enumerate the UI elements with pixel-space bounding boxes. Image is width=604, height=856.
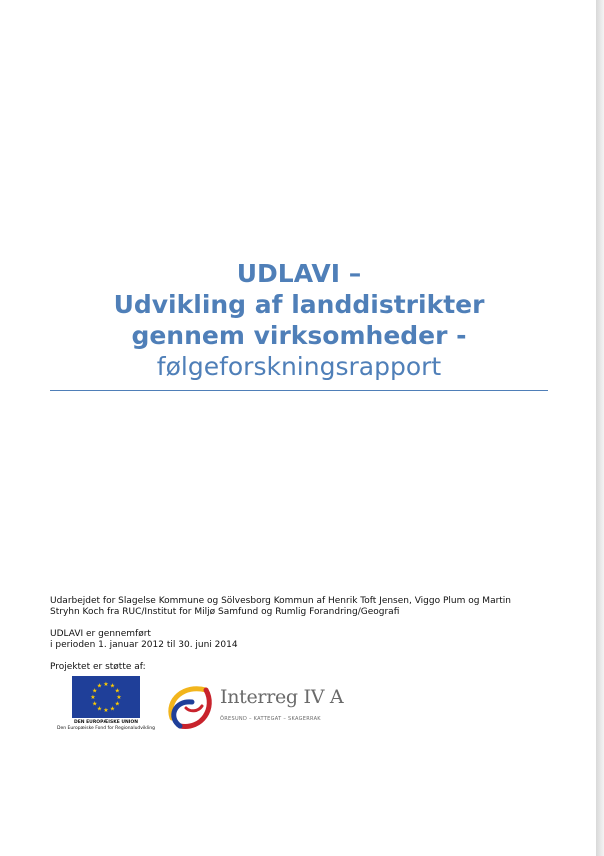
svg-text:★: ★ [90, 694, 96, 701]
svg-text:★: ★ [116, 694, 122, 701]
interreg-name: Interreg IV A [220, 686, 344, 708]
svg-text:★: ★ [96, 682, 103, 690]
svg-text:★: ★ [103, 707, 109, 714]
svg-text:★: ★ [109, 705, 116, 713]
title-line-2: Udvikling af landdistrikter [113, 290, 485, 319]
support-label: Projektet er støtte af: [50, 662, 146, 672]
title-line-3: gennem virksomheder - [131, 321, 467, 350]
title-line-1: UDLAVI – [236, 259, 362, 288]
eu-caption-line-1: DEN EUROPÆISKE UNION [73, 720, 139, 725]
svg-text:★: ★ [114, 700, 120, 708]
svg-text:★: ★ [92, 687, 98, 695]
period-line-2: i perioden 1. januar 2012 til 30. juni 2014 [50, 640, 238, 650]
eu-caption [50, 720, 162, 731]
svg-text:★: ★ [92, 700, 98, 708]
eu-caption-line-2: Den Europæiske Fond for Regionaludvikling [56, 725, 156, 731]
sponsor-logos [50, 676, 350, 736]
svg-text:★: ★ [114, 687, 120, 695]
eu-flag-icon [72, 676, 140, 718]
period-line-1: UDLAVI er gennemført [50, 629, 151, 639]
report-info [50, 596, 550, 673]
svg-text:★: ★ [103, 681, 109, 688]
report-subtitle: følgeforskningsrapport [156, 352, 442, 381]
interreg-subtitle: ÖRESUND – KATTEGAT – SKAGERRAK [220, 716, 321, 722]
title-divider [50, 390, 548, 391]
report-title [50, 258, 548, 383]
page-edge-shadow [596, 0, 604, 856]
authors-line-2: Stryhn Koch fra RUC/Institut for Miljø Samfund og Rumlig Forandring/Geografi [50, 607, 400, 617]
svg-text:★: ★ [109, 682, 116, 690]
authors-line-1: Udarbejdet for Slagelse Kommune og Sölvesborg Kommun af Henrik Toft Jensen, Viggo Plum og Martin [50, 596, 512, 606]
svg-text:★: ★ [96, 705, 103, 713]
interreg-logo-icon [162, 678, 220, 734]
